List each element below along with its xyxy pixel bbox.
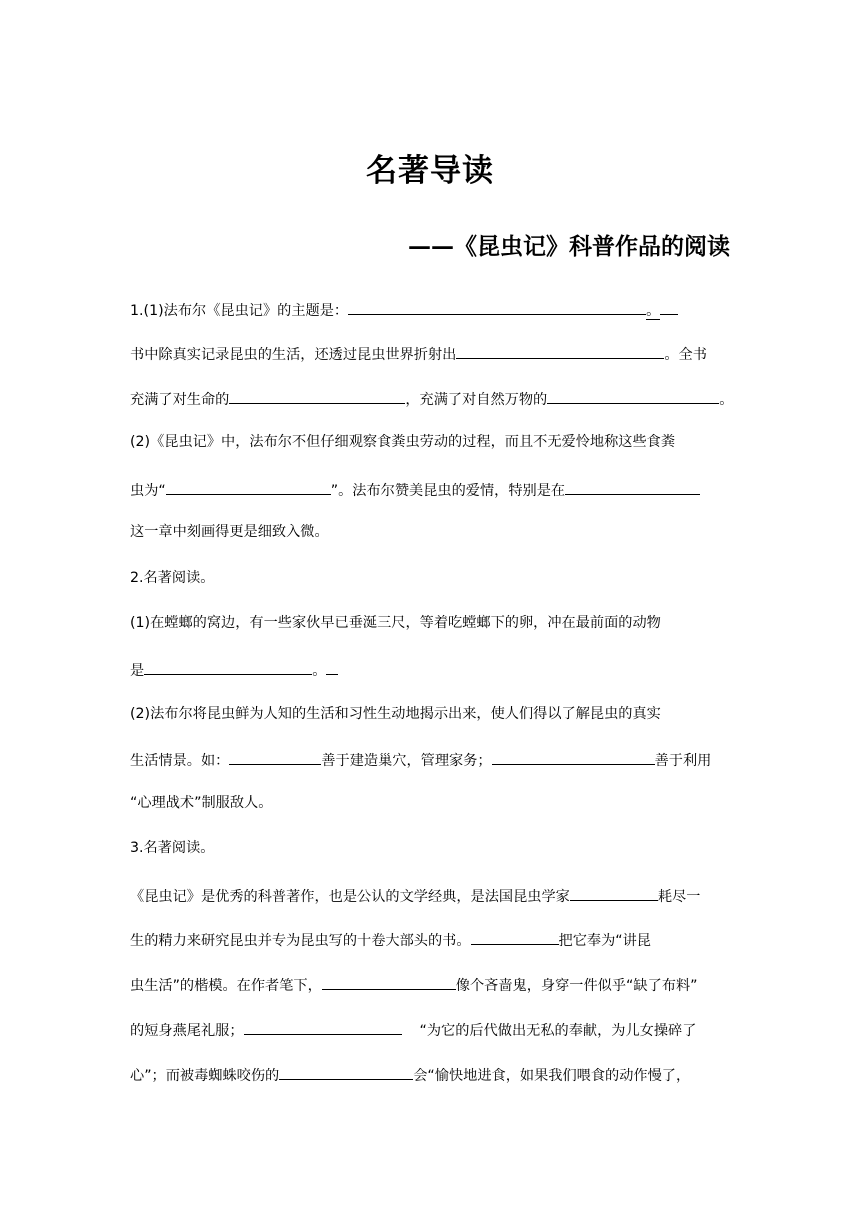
q3-line-3: 虫生活”的楷模。在作者笔下， 像个吝啬鬼，身穿一件似乎“缺了布料”	[130, 973, 730, 996]
answer-blank[interactable]	[565, 478, 700, 495]
q1-line-4: (2)《昆虫记》中，法布尔不但仔细观察食粪虫劳动的过程，而且不无爱怜地称这些食粪	[130, 434, 676, 450]
answer-blank[interactable]	[471, 928, 559, 945]
answer-blank[interactable]	[348, 298, 646, 315]
answer-blank[interactable]	[456, 342, 664, 359]
answer-blank[interactable]	[144, 658, 312, 675]
q2-line-1: (1)在螳螂的窝边，有一些家伙早已垂涎三尺，等着吃螳螂下的卵，冲在最前面的动物	[130, 615, 661, 631]
q2-line-2: 是 。	[130, 658, 730, 681]
q1-line-5: 虫为“ ”。法布尔赞美昆虫的爱情，特别是在	[130, 478, 730, 501]
q1-line-3: 充满了对生命的 ，充满了对自然万物的 。	[130, 387, 730, 410]
q1-line-1: 1.(1)法布尔《昆虫记》的主题是： 。	[130, 298, 730, 321]
q3-line-1: 《昆虫记》是优秀的科普著作，也是公认的文学经典，是法国昆虫学家 耗尽一	[130, 884, 730, 907]
answer-blank[interactable]	[570, 884, 658, 901]
answer-blank-tail	[326, 658, 338, 675]
q2-line-5: “心理战术”制服敌人。	[130, 795, 273, 811]
q1-line-2: 书中除真实记录昆虫的生活，还透过昆虫世界折射出 。全书	[130, 342, 730, 365]
answer-blank[interactable]	[229, 748, 321, 765]
page-title: 名著导读	[366, 153, 494, 189]
answer-blank[interactable]	[279, 1063, 413, 1080]
q3-line-5: 心”；而被毒蜘蛛咬伤的 会“愉快地进食，如果我们喂食的动作慢了，	[130, 1063, 730, 1086]
q1-line-6: 这一章中刻画得更是细致入微。	[130, 524, 329, 540]
answer-blank[interactable]	[244, 1018, 402, 1035]
q3-line-4: 的短身燕尾礼服； “为它的后代做出无私的奉献，为儿女操碎了	[130, 1018, 730, 1041]
q3-heading: 3.名著阅读。	[130, 840, 215, 856]
answer-blank[interactable]	[547, 387, 719, 404]
answer-blank[interactable]	[166, 478, 331, 495]
q2-heading: 2.名著阅读。	[130, 570, 215, 586]
page-subtitle: ——《昆虫记》科普作品的阅读	[408, 233, 730, 260]
q2-line-4: 生活情景。如： 善于建造巢穴，管理家务； 善于利用	[130, 748, 730, 771]
answer-blank-tail	[660, 298, 678, 315]
q3-line-2: 生的精力来研究昆虫并专为昆虫写的十卷大部头的书。 把它奉为“讲昆	[130, 928, 730, 951]
answer-blank[interactable]	[322, 973, 456, 990]
answer-blank[interactable]	[229, 387, 405, 404]
q1-text: 1.(1)法布尔《昆虫记》的主题是：	[130, 303, 349, 319]
answer-blank[interactable]	[492, 748, 655, 765]
q2-line-3: (2)法布尔将昆虫鲜为人知的生活和习性生动地揭示出来，使人们得以了解昆虫的真实	[130, 706, 661, 722]
